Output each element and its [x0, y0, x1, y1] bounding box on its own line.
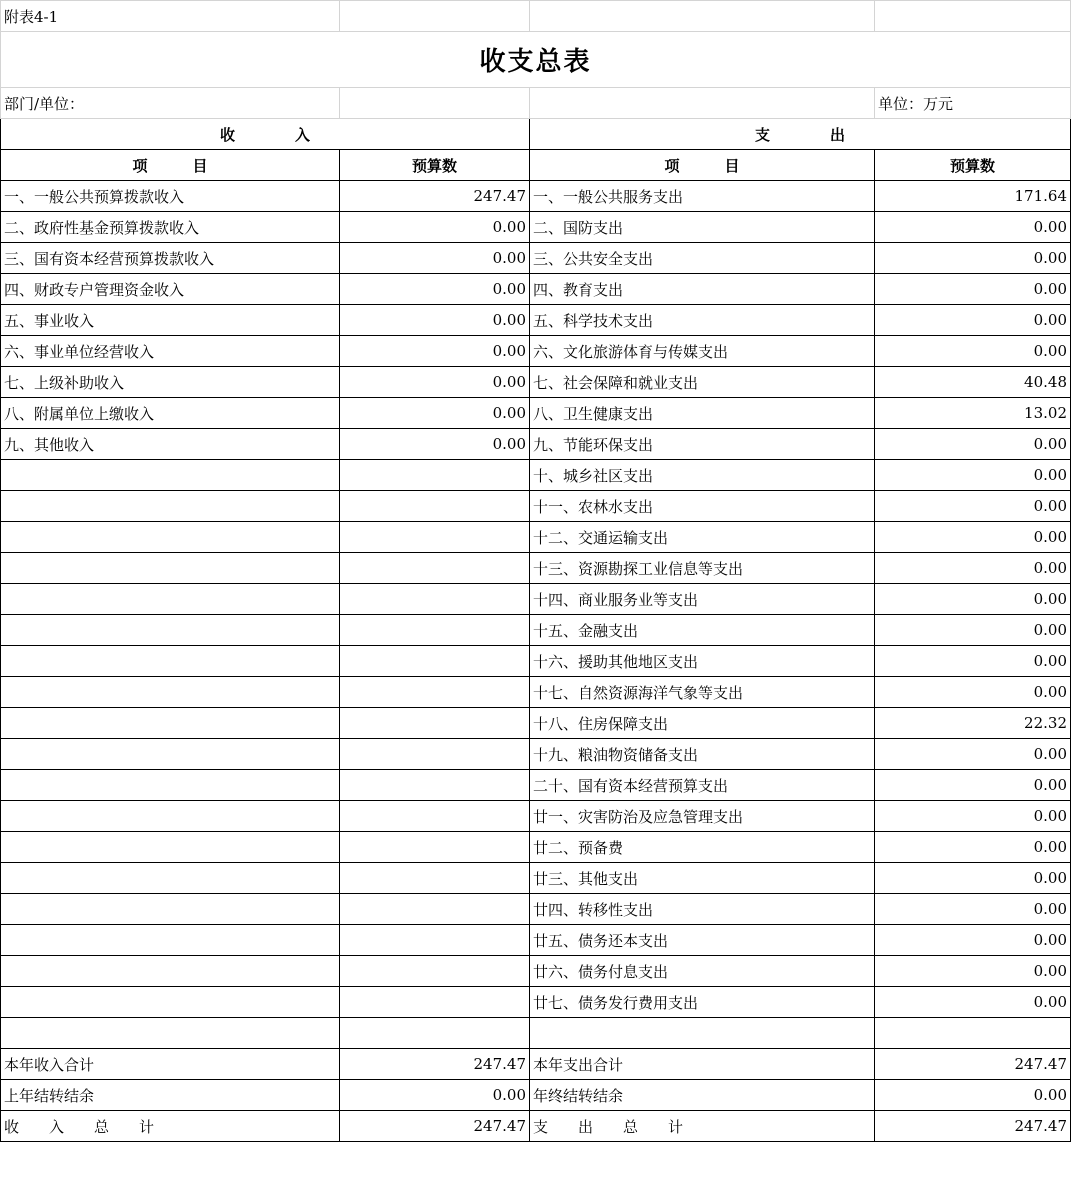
expense-year-total-value: 247.47 — [875, 1049, 1071, 1080]
grand-total-row — [1, 1111, 1071, 1142]
table-row — [1, 708, 1071, 739]
table-row — [1, 646, 1071, 677]
expense-item-label: 廿五、债务还本支出 — [530, 925, 875, 956]
empty-cell — [1, 615, 340, 646]
expense-item-label: 廿七、债务发行费用支出 — [530, 987, 875, 1018]
empty-cell — [340, 615, 530, 646]
expense-item-value: 0.00 — [875, 305, 1071, 336]
empty-cell — [1, 739, 340, 770]
empty-cell — [340, 460, 530, 491]
expense-item-label: 六、文化旅游体育与传媒支出 — [530, 336, 875, 367]
expense-grand-total-label: 支 出 总 计 — [530, 1111, 875, 1142]
expense-item-value: 0.00 — [875, 584, 1071, 615]
expense-item-label: 四、教育支出 — [530, 274, 875, 305]
expense-item-value: 0.00 — [875, 212, 1071, 243]
empty-cell — [340, 491, 530, 522]
expense-item-label: 廿一、灾害防治及应急管理支出 — [530, 801, 875, 832]
empty-cell — [1, 553, 340, 584]
expense-item-label: 十一、农林水支出 — [530, 491, 875, 522]
table-row — [1, 274, 1071, 305]
income-item-value: 0.00 — [340, 274, 530, 305]
expense-item-value: 0.00 — [875, 553, 1071, 584]
income-item-value: 0.00 — [340, 429, 530, 460]
carry-in-label: 上年结转结余 — [1, 1080, 340, 1111]
empty-cell — [340, 553, 530, 584]
table-number: 附表4-1 — [1, 1, 340, 32]
expense-item-value: 0.00 — [875, 429, 1071, 460]
expense-item-column-header: 项 目 — [530, 150, 875, 181]
table-row — [1, 956, 1071, 987]
income-year-total-value: 247.47 — [340, 1049, 530, 1080]
expense-item-label: 三、公共安全支出 — [530, 243, 875, 274]
income-item-value: 247.47 — [340, 181, 530, 212]
expense-item-label: 十九、粮油物资储备支出 — [530, 739, 875, 770]
empty-cell — [1, 987, 340, 1018]
income-item-column-header: 项 目 — [1, 150, 340, 181]
expense-item-value: 0.00 — [875, 770, 1071, 801]
income-item-value: 0.00 — [340, 336, 530, 367]
table-row — [1, 863, 1071, 894]
table-row — [1, 305, 1071, 336]
income-section-header: 收 入 — [1, 119, 530, 150]
income-item-value: 0.00 — [340, 305, 530, 336]
empty-cell — [1, 677, 340, 708]
expense-item-label: 十、城乡社区支出 — [530, 460, 875, 491]
empty-cell — [340, 863, 530, 894]
empty-cell — [340, 832, 530, 863]
expense-item-value: 22.32 — [875, 708, 1071, 739]
income-item-label: 六、事业单位经营收入 — [1, 336, 340, 367]
unit-label: 单位：万元 — [875, 88, 1071, 119]
carry-out-label: 年终结转结余 — [530, 1080, 875, 1111]
empty-cell — [340, 584, 530, 615]
expense-item-value: 0.00 — [875, 677, 1071, 708]
expense-item-value: 0.00 — [875, 894, 1071, 925]
expense-item-label: 廿四、转移性支出 — [530, 894, 875, 925]
page-title: 收支总表 — [1, 32, 1071, 88]
empty-cell — [1, 956, 340, 987]
income-item-label: 八、附属单位上缴收入 — [1, 398, 340, 429]
expense-item-value: 0.00 — [875, 522, 1071, 553]
expense-item-label: 十八、住房保障支出 — [530, 708, 875, 739]
table-row — [1, 615, 1071, 646]
empty-cell — [340, 677, 530, 708]
carry-out-value: 0.00 — [875, 1080, 1071, 1111]
empty-cell — [340, 925, 530, 956]
empty-cell — [340, 522, 530, 553]
table-row — [1, 336, 1071, 367]
expense-item-value: 0.00 — [875, 274, 1071, 305]
empty-cell — [340, 646, 530, 677]
income-grand-total-value: 247.47 — [340, 1111, 530, 1142]
income-item-label: 一、一般公共预算拨款收入 — [1, 181, 340, 212]
empty-cell — [1, 460, 340, 491]
empty-cell — [340, 708, 530, 739]
empty-cell — [1, 832, 340, 863]
table-row — [1, 677, 1071, 708]
table-row — [1, 553, 1071, 584]
expense-item-value: 0.00 — [875, 987, 1071, 1018]
empty-cell — [1, 925, 340, 956]
empty-cell — [1, 708, 340, 739]
expense-item-label: 十二、交通运输支出 — [530, 522, 875, 553]
expense-item-value: 40.48 — [875, 367, 1071, 398]
expense-item-value: 0.00 — [875, 925, 1071, 956]
expense-item-label: 五、科学技术支出 — [530, 305, 875, 336]
expense-item-value: 0.00 — [875, 646, 1071, 677]
income-item-label: 九、其他收入 — [1, 429, 340, 460]
income-item-label: 二、政府性基金预算拨款收入 — [1, 212, 340, 243]
expense-item-value: 0.00 — [875, 491, 1071, 522]
expense-item-value: 0.00 — [875, 739, 1071, 770]
empty-cell — [1, 770, 340, 801]
expense-item-label: 一、一般公共服务支出 — [530, 181, 875, 212]
expense-item-label: 十三、资源勘探工业信息等支出 — [530, 553, 875, 584]
expense-item-label: 廿六、债务付息支出 — [530, 956, 875, 987]
expense-item-label: 十四、商业服务业等支出 — [530, 584, 875, 615]
expense-item-label: 廿二、预备费 — [530, 832, 875, 863]
table-row — [1, 181, 1071, 212]
expense-item-label: 十五、金融支出 — [530, 615, 875, 646]
income-year-total-label: 本年收入合计 — [1, 1049, 340, 1080]
expense-item-value: 0.00 — [875, 460, 1071, 491]
table-row — [1, 367, 1071, 398]
expense-item-label: 八、卫生健康支出 — [530, 398, 875, 429]
expense-item-label: 七、社会保障和就业支出 — [530, 367, 875, 398]
table-row — [1, 801, 1071, 832]
income-item-label: 五、事业收入 — [1, 305, 340, 336]
empty-cell — [340, 894, 530, 925]
table-row — [1, 770, 1071, 801]
empty-cell — [1, 491, 340, 522]
table-row — [1, 429, 1071, 460]
empty-cell — [340, 956, 530, 987]
table-row — [1, 925, 1071, 956]
table-row — [1, 212, 1071, 243]
expense-item-value: 0.00 — [875, 956, 1071, 987]
expense-item-value: 0.00 — [875, 336, 1071, 367]
table-row — [1, 832, 1071, 863]
table-row — [1, 243, 1071, 274]
empty-cell — [340, 770, 530, 801]
empty-cell — [1, 522, 340, 553]
expense-item-label: 二十、国有资本经营预算支出 — [530, 770, 875, 801]
empty-cell — [1, 801, 340, 832]
table-row — [1, 522, 1071, 553]
expense-grand-total-value: 247.47 — [875, 1111, 1071, 1142]
expense-item-label: 十七、自然资源海洋气象等支出 — [530, 677, 875, 708]
income-item-value: 0.00 — [340, 398, 530, 429]
expense-section-header: 支 出 — [530, 119, 1071, 150]
expense-item-value: 13.02 — [875, 398, 1071, 429]
empty-cell — [340, 987, 530, 1018]
expense-item-label: 九、节能环保支出 — [530, 429, 875, 460]
table-row — [1, 491, 1071, 522]
table-row — [1, 398, 1071, 429]
expense-item-value: 0.00 — [875, 832, 1071, 863]
blank-row — [1, 1018, 1071, 1049]
table-row — [1, 739, 1071, 770]
department-label: 部门/单位： — [1, 88, 340, 119]
expense-item-value: 0.00 — [875, 615, 1071, 646]
empty-cell — [340, 739, 530, 770]
expense-item-value: 0.00 — [875, 243, 1071, 274]
empty-cell — [1, 894, 340, 925]
empty-cell — [1, 863, 340, 894]
empty-cell — [1, 646, 340, 677]
income-item-label: 三、国有资本经营预算拨款收入 — [1, 243, 340, 274]
table-row — [1, 987, 1071, 1018]
income-item-value: 0.00 — [340, 367, 530, 398]
table-row — [1, 460, 1071, 491]
expense-item-label: 十六、援助其他地区支出 — [530, 646, 875, 677]
expense-budget-column-header: 预算数 — [875, 150, 1071, 181]
table-row — [1, 894, 1071, 925]
empty-cell — [340, 801, 530, 832]
carry-in-value: 0.00 — [340, 1080, 530, 1111]
income-item-value: 0.00 — [340, 243, 530, 274]
carryover-row — [1, 1080, 1071, 1111]
income-grand-total-label: 收 入 总 计 — [1, 1111, 340, 1142]
income-item-label: 七、上级补助收入 — [1, 367, 340, 398]
expense-item-value: 0.00 — [875, 801, 1071, 832]
income-item-label: 四、财政专户管理资金收入 — [1, 274, 340, 305]
expense-item-value: 0.00 — [875, 863, 1071, 894]
income-budget-column-header: 预算数 — [340, 150, 530, 181]
expense-item-value: 171.64 — [875, 181, 1071, 212]
expense-item-label: 廿三、其他支出 — [530, 863, 875, 894]
expense-year-total-label: 本年支出合计 — [530, 1049, 875, 1080]
expense-item-label: 二、国防支出 — [530, 212, 875, 243]
annual-total-row — [1, 1049, 1071, 1080]
empty-cell — [1, 584, 340, 615]
table-row — [1, 584, 1071, 615]
income-item-value: 0.00 — [340, 212, 530, 243]
